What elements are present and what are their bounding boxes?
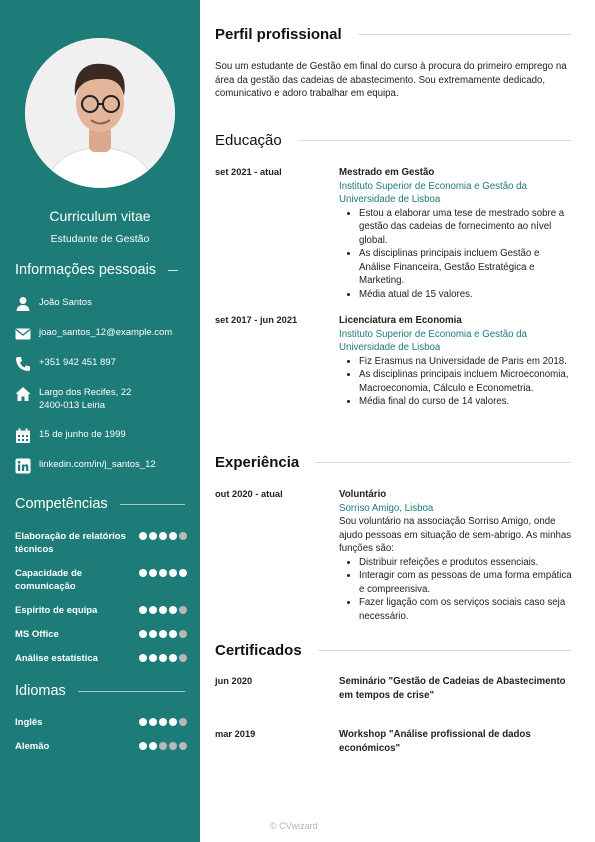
info-linkedin-text[interactable]: linkedin.com/in/j_santos_12 xyxy=(39,459,156,470)
entry-title: Licenciatura em Economia xyxy=(339,315,462,326)
address-line1: Largo dos Recifes, 22 xyxy=(39,387,132,398)
entry-date: out 2020 - atual xyxy=(215,489,283,499)
info-phone xyxy=(15,356,190,372)
entry-organization: Instituto Superior de Economia e Gestão da Universidade de Lisboa xyxy=(339,328,527,353)
entry-body xyxy=(339,314,573,409)
info-address xyxy=(15,386,190,412)
rating-dot-filled xyxy=(149,606,157,614)
rating-dots xyxy=(139,604,187,614)
rating-dot-filled xyxy=(139,630,147,638)
heading-divider xyxy=(298,140,571,141)
heading-divider xyxy=(168,270,178,271)
entry-body xyxy=(339,166,573,301)
rating-dot-empty xyxy=(179,654,187,662)
rating-dot-filled xyxy=(159,569,167,577)
rating-dot-filled xyxy=(139,654,147,662)
rating-row xyxy=(15,716,187,729)
info-address-text xyxy=(39,386,131,412)
entry-title: Workshop "Análise profissional de dados económicos" xyxy=(339,729,531,754)
rating-dots xyxy=(139,628,187,638)
rating-dots xyxy=(139,652,187,662)
rating-row xyxy=(15,604,187,617)
rating-dot-empty xyxy=(179,532,187,540)
certificates-heading-label: Certificados xyxy=(215,642,302,659)
rating-dot-filled xyxy=(179,569,187,577)
rating-dot-filled xyxy=(159,606,167,614)
rating-dot-filled xyxy=(159,654,167,662)
rating-label: Análise estatística xyxy=(15,653,98,664)
envelope-icon xyxy=(15,326,31,342)
rating-label: Elaboração de relatórios técnicos xyxy=(15,531,126,555)
rating-dot-filled xyxy=(139,742,147,750)
person-portrait-icon xyxy=(25,38,175,188)
rating-label: MS Office xyxy=(15,629,59,640)
info-name xyxy=(15,296,190,312)
heading-divider xyxy=(78,691,185,692)
rating-dot-filled xyxy=(149,718,157,726)
rating-row xyxy=(15,740,187,753)
home-icon xyxy=(15,386,31,402)
rating-row xyxy=(15,567,187,593)
rating-dot-filled xyxy=(149,532,157,540)
rating-dot-filled xyxy=(139,569,147,577)
linkedin-icon xyxy=(15,458,31,474)
info-email xyxy=(15,326,190,342)
languages-heading-label: Idiomas xyxy=(15,683,66,699)
entry-bullets xyxy=(339,207,573,302)
profile-text: Sou um estudante de Gestão em final do curso à procura do primeiro emprego na área da gestão das cadeias de abastecimento. Sou extremamente dedicado, comunicativo e adoro trabalhar em equipa. xyxy=(215,61,567,99)
cv-subtitle: Estudante de Gestão xyxy=(50,233,150,245)
heading-divider xyxy=(358,34,571,35)
heading-divider xyxy=(318,650,571,651)
list-item: • Média atual de 15 valores. xyxy=(359,288,573,302)
entry-date: set 2017 - jun 2021 xyxy=(215,315,298,325)
list-item: • Interagir com as pessoas de uma forma empática e compreensiva. xyxy=(359,569,573,596)
rating-row xyxy=(15,530,187,556)
personal-info-heading xyxy=(15,262,185,278)
entry-body xyxy=(339,675,573,702)
rating-label: Alemão xyxy=(15,741,50,752)
entry-organization: Sorriso Amigo, Lisboa xyxy=(339,502,434,514)
cv-title: Curriculum vitae xyxy=(49,208,151,224)
rating-dot-empty xyxy=(179,606,187,614)
rating-dot-filled xyxy=(169,532,177,540)
rating-dot-filled xyxy=(149,654,157,662)
entry-body xyxy=(339,728,573,755)
entry-title: Voluntário xyxy=(339,489,387,500)
rating-dot-filled xyxy=(139,532,147,540)
info-birthdate-text: 15 de junho de 1999 xyxy=(39,429,126,440)
list-item: • Estou a elaborar uma tese de mestrado sobre a gestão das cadeias de fornecimento ao nível global. xyxy=(359,207,573,248)
info-birthdate xyxy=(15,428,190,444)
rating-dots xyxy=(139,740,187,750)
rating-dot-filled xyxy=(149,569,157,577)
rating-dots xyxy=(139,716,187,726)
entry-date: mar 2019 xyxy=(215,729,256,739)
rating-dot-empty xyxy=(179,630,187,638)
calendar-icon xyxy=(15,428,31,444)
entry-organization: Instituto Superior de Economia e Gestão da Universidade de Lisboa xyxy=(339,180,527,205)
rating-dot-filled xyxy=(149,630,157,638)
profile-heading-label: Perfil profissional xyxy=(215,26,342,43)
rating-dot-filled xyxy=(169,606,177,614)
info-phone-text: +351 942 451 897 xyxy=(39,357,116,368)
entry-bullets xyxy=(339,556,573,624)
rating-dots xyxy=(139,567,187,577)
info-name-text: João Santos xyxy=(39,297,92,308)
rating-dot-filled xyxy=(159,532,167,540)
entry-date: jun 2020 xyxy=(215,676,253,686)
rating-dot-filled xyxy=(159,630,167,638)
entry-bullets xyxy=(339,355,573,409)
heading-divider xyxy=(315,462,571,463)
rating-row xyxy=(15,652,187,665)
rating-dots xyxy=(139,530,187,540)
entry-date: set 2021 - atual xyxy=(215,167,282,177)
list-item: • Fazer ligação com os serviços sociais caso seja necessário. xyxy=(359,596,573,623)
info-linkedin xyxy=(15,458,190,474)
education-heading xyxy=(215,132,571,149)
info-email-text[interactable]: joao_santos_12@example.com xyxy=(39,327,173,338)
rating-dot-filled xyxy=(169,654,177,662)
phone-icon xyxy=(15,356,31,372)
list-item: • Fiz Erasmus na Universidade de Paris em 2018. xyxy=(359,355,573,369)
rating-dot-filled xyxy=(169,718,177,726)
experience-heading-label: Experiência xyxy=(215,454,300,471)
skills-heading xyxy=(15,496,185,512)
entry-title: Seminário "Gestão de Cadeias de Abastecimento em tempos de crise" xyxy=(339,676,566,701)
profile-heading xyxy=(215,26,571,43)
rating-label: Inglês xyxy=(15,717,43,728)
sidebar xyxy=(0,0,200,842)
education-heading-label: Educação xyxy=(215,132,282,149)
list-item: • Média final do curso de 14 valores. xyxy=(359,395,573,409)
rating-dot-filled xyxy=(159,718,167,726)
rating-dot-filled xyxy=(139,718,147,726)
rating-dot-empty xyxy=(159,742,167,750)
rating-row xyxy=(15,628,187,641)
entry-title: Mestrado em Gestão xyxy=(339,167,435,178)
experience-heading xyxy=(215,454,571,471)
list-item: • As disciplinas principais incluem Microeconomia, Macroeconomia, Cálculo e Econometria. xyxy=(359,368,573,395)
address-line2: 2400-013 Leiria xyxy=(39,400,106,411)
user-icon xyxy=(15,296,31,312)
skills-heading-label: Competências xyxy=(15,496,108,512)
rating-label: Capacidade de comunicação xyxy=(15,568,83,592)
rating-dot-filled xyxy=(149,742,157,750)
rating-dot-empty xyxy=(169,742,177,750)
rating-dot-filled xyxy=(169,569,177,577)
entry-description: Sou voluntário na associação Sorriso Amigo, onde ajudo pessoas em situação de sem-abrigo. As minhas funções são: xyxy=(339,516,572,554)
entry-body xyxy=(339,488,573,623)
list-item: • As disciplinas principais incluem Gestão e Análise Financeira, Gestão Estratégica e Marketing. xyxy=(359,247,573,288)
rating-dot-empty xyxy=(179,718,187,726)
rating-dot-empty xyxy=(179,742,187,750)
heading-divider xyxy=(120,504,185,505)
list-item: • Distribuir refeições e produtos essenciais. xyxy=(359,556,573,570)
rating-label: Espírito de equipa xyxy=(15,605,98,616)
personal-info-heading-label: Informações pessoais xyxy=(15,262,157,278)
footer-credit: © CVwizard xyxy=(270,821,318,831)
languages-heading xyxy=(15,683,185,699)
certificates-heading xyxy=(215,642,571,659)
rating-dot-filled xyxy=(139,606,147,614)
profile-photo xyxy=(25,38,175,188)
rating-dot-filled xyxy=(169,630,177,638)
